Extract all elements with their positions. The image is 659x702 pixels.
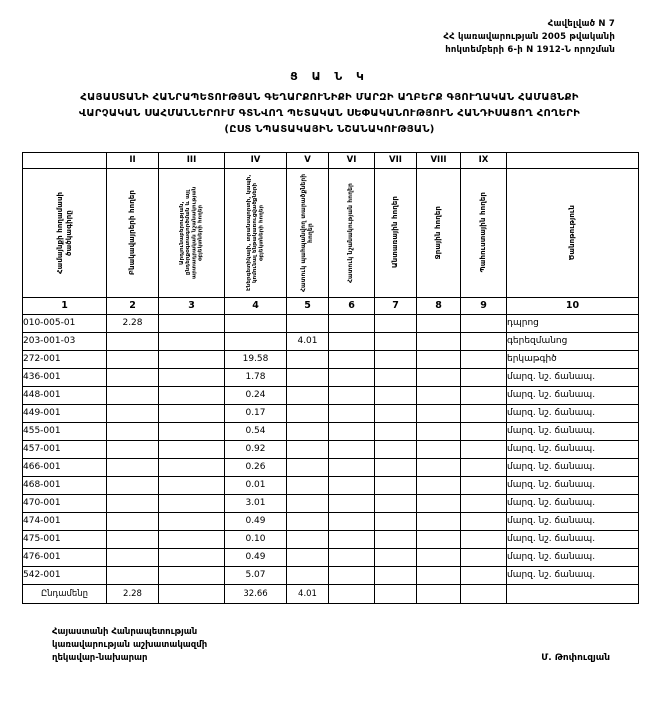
cell-code: 448-001 [23,386,107,404]
cell-energy: 0.49 [225,512,287,530]
header-label-code: Համայնքի հողամասի ծածկագիրը [55,191,73,274]
roman-cell-2: II [107,152,159,168]
cell-protected [287,530,329,548]
table-row [23,404,639,422]
cell-settlement [107,422,159,440]
cell-protected [287,566,329,584]
cell-energy [225,314,287,332]
total-energy: 32.66 [225,584,287,603]
signatory-name: Մ. Թոփուզյան [541,652,610,663]
cell-industry [159,548,225,566]
cell-note: երկաթգիծ [507,350,639,368]
colnum-9: 9 [461,297,507,314]
total-forest [375,584,417,603]
cell-special [329,422,375,440]
cell-protected [287,350,329,368]
cell-protected [287,404,329,422]
table-row [23,440,639,458]
cell-forest [375,404,417,422]
land-table [22,152,639,604]
cell-industry [159,422,225,440]
cell-protected: 4.01 [287,332,329,350]
cell-water [417,530,461,548]
cell-note: մարզ. նշ. ճանապ. [507,476,639,494]
cell-code: 455-001 [23,422,107,440]
roman-cell-5: V [287,152,329,168]
cell-forest [375,494,417,512]
table-row [23,548,639,566]
cell-code: 203-001-03 [23,332,107,350]
cell-forest [375,530,417,548]
cell-note: մարզ. նշ. ճանապ. [507,530,639,548]
cell-code: 475-001 [23,530,107,548]
header-label-forest: Անտառային հողեր [391,196,400,269]
cell-forest [375,368,417,386]
cell-special [329,386,375,404]
cell-water [417,386,461,404]
header-cell-reserve [461,168,507,297]
total-note [507,584,639,603]
roman-cell-4: IV [225,152,287,168]
cell-special [329,458,375,476]
cell-settlement [107,350,159,368]
cell-special [329,332,375,350]
total-reserve [461,584,507,603]
cell-protected [287,386,329,404]
cell-special [329,314,375,332]
cell-water [417,566,461,584]
cell-note: մարզ. նշ. ճանապ. [507,422,639,440]
table-row [23,422,639,440]
cell-industry [159,368,225,386]
cell-special [329,530,375,548]
cell-reserve [461,440,507,458]
cell-protected [287,494,329,512]
cell-water [417,476,461,494]
colnum-2: 2 [107,297,159,314]
cell-energy: 3.01 [225,494,287,512]
cell-forest [375,440,417,458]
reference-line-3: հոկտեմբերի 6-ի N 1912-Ն որոշման [445,45,615,56]
total-water [417,584,461,603]
cell-special [329,548,375,566]
cell-reserve [461,548,507,566]
cell-energy: 0.10 [225,530,287,548]
header-cell-water [417,168,461,297]
colnum-5: 5 [287,297,329,314]
roman-cell-8: VIII [417,152,461,168]
cell-forest [375,332,417,350]
cell-energy: 0.26 [225,458,287,476]
cell-reserve [461,476,507,494]
cell-energy: 0.24 [225,386,287,404]
total-label: Ընդամենը [23,584,107,603]
table-row [23,476,639,494]
cell-note: մարզ. նշ. ճանապ. [507,458,639,476]
cell-note: մարզ. նշ. ճանապ. [507,566,639,584]
cell-code: 449-001 [23,404,107,422]
cell-reserve [461,422,507,440]
cell-protected [287,512,329,530]
cell-code: 468-001 [23,476,107,494]
cell-code: 272-001 [23,350,107,368]
cell-industry [159,386,225,404]
cell-settlement [107,512,159,530]
cell-energy: 0.49 [225,548,287,566]
cell-special [329,494,375,512]
roman-cell-1 [23,152,107,168]
cell-code: 010-005-01 [23,314,107,332]
header-label-reserve: Պահուստային հողեր [479,192,488,273]
cell-energy: 0.92 [225,440,287,458]
cell-water [417,458,461,476]
cell-water [417,332,461,350]
cell-settlement [107,332,159,350]
cell-industry [159,476,225,494]
table-row [23,386,639,404]
signatory-line-2: կառավարության աշխատակազմի [52,639,208,650]
document-reference [22,18,615,58]
cell-special [329,476,375,494]
cell-energy: 19.58 [225,350,287,368]
cell-code: 466-001 [23,458,107,476]
cell-special [329,440,375,458]
cell-reserve [461,314,507,332]
cell-code: 470-001 [23,494,107,512]
cell-code: 457-001 [23,440,107,458]
title-line-1: ՀԱՅԱՍՏԱՆԻ ՀԱՆՐԱՊԵՏՈՒԹՅԱՆ ԳԵՂԱՐՔՈՒՆԻՔԻ ՄԱՐԶԻ ԱՂԲԵՐՔ ԳՅՈՒՂԱԿԱՆ ՀԱՄԱՅՆՔԻ [80,91,579,103]
cell-water [417,494,461,512]
cell-special [329,404,375,422]
cell-protected [287,548,329,566]
cell-energy [225,332,287,350]
cell-note: մարզ. նշ. ճանապ. [507,386,639,404]
cell-special [329,368,375,386]
cell-water [417,368,461,386]
cell-industry [159,440,225,458]
colnum-10: 10 [507,297,639,314]
header-cell-protected [287,168,329,297]
cell-reserve [461,530,507,548]
cell-industry [159,494,225,512]
cell-special [329,512,375,530]
cell-note: դպրոց [507,314,639,332]
roman-cell-6: VI [329,152,375,168]
reference-line-2: ՀՀ կառավարության 2005 թվականի [443,32,615,43]
header-label-water: Ջրային հողեր [434,205,443,260]
cell-code: 476-001 [23,548,107,566]
cell-industry [159,332,225,350]
document-kind-label: Ց Ա Ն Կ [290,69,369,83]
cell-reserve [461,332,507,350]
total-protected: 4.01 [287,584,329,603]
signatory-line-1: Հայաստանի Հանրապետության [52,626,198,637]
colnum-1: 1 [23,297,107,314]
table-row [23,530,639,548]
table-row [23,368,639,386]
reference-line-1: Հավելված N 7 [547,19,615,29]
header-cell-note [507,168,639,297]
roman-cell-9: IX [461,152,507,168]
header-cell-special [329,168,375,297]
header-label-special: Հատուկ նշանակության հողեր [347,182,355,283]
cell-note: գերեզմանոց [507,332,639,350]
cell-energy: 1.78 [225,368,287,386]
cell-energy: 0.17 [225,404,287,422]
column-header-row [23,168,639,297]
cell-settlement [107,530,159,548]
cell-forest [375,512,417,530]
cell-forest [375,566,417,584]
cell-water [417,512,461,530]
cell-forest [375,458,417,476]
table-row [23,314,639,332]
title-line-3: (ԸՍՏ ՆՊԱՏԱԿԱՅԻՆ ՆՇԱՆԱԿՈՒԹՅԱՆ) [224,123,435,135]
cell-forest [375,350,417,368]
signature-block [52,626,652,666]
cell-water [417,440,461,458]
header-cell-code [23,168,107,297]
header-label-energy: Էներգետիկայի, տրանսպորտի, կապի, կոմունալ ենթակառուցվածքների օբյեկտների հողեր [246,174,265,291]
cell-note: մարզ. նշ. ճանապ. [507,512,639,530]
cell-settlement [107,548,159,566]
cell-settlement [107,476,159,494]
colnum-8: 8 [417,297,461,314]
roman-numeral-row [23,152,639,168]
cell-forest [375,422,417,440]
colnum-7: 7 [375,297,417,314]
cell-note: մարզ. նշ. ճանապ. [507,440,639,458]
header-cell-forest [375,168,417,297]
signatory-line-3: ղեկավար-նախարար [52,652,148,663]
cell-water [417,422,461,440]
cell-settlement [107,368,159,386]
cell-energy: 0.54 [225,422,287,440]
cell-reserve [461,566,507,584]
cell-note: մարզ. նշ. ճանապ. [507,494,639,512]
cell-settlement [107,440,159,458]
cell-reserve [461,512,507,530]
cell-protected [287,314,329,332]
colnum-4: 4 [225,297,287,314]
title-line-2: ՎԱՐՉԱԿԱՆ ՍԱՀՄԱՆՆԵՐՈՒՄ ԳՏՆՎՈՂ ՊԵՏԱԿԱՆ ՍԵՓԱԿԱՆՈՒԹՅՈՒՆ ՀԱՆԴԻՍԱՑՈՂ ՀՈՂԵՐԻ [78,107,581,119]
cell-protected [287,368,329,386]
column-numbering-row [23,297,639,314]
colnum-3: 3 [159,297,225,314]
table-row [23,350,639,368]
colnum-6: 6 [329,297,375,314]
total-settlement: 2.28 [107,584,159,603]
cell-water [417,548,461,566]
cell-protected [287,458,329,476]
table-row [23,494,639,512]
roman-cell-7: VII [375,152,417,168]
cell-reserve [461,458,507,476]
table-row [23,512,639,530]
cell-energy: 5.07 [225,566,287,584]
table-row [23,458,639,476]
cell-code: 436-001 [23,368,107,386]
cell-reserve [461,350,507,368]
cell-industry [159,404,225,422]
cell-note: մարզ. նշ. ճանապ. [507,404,639,422]
cell-forest [375,314,417,332]
cell-settlement [107,386,159,404]
cell-code: 542-001 [23,566,107,584]
cell-settlement [107,566,159,584]
cell-industry [159,512,225,530]
table-total-row [23,584,639,603]
cell-industry [159,350,225,368]
cell-forest [375,386,417,404]
header-label-industry: Արդյունաբերության, ընդերքօգտագործման և այլ արտադրական նշանակության օբյեկտների հողեր [179,186,204,279]
header-cell-energy [225,168,287,297]
cell-settlement [107,458,159,476]
cell-note: մարզ. նշ. ճանապ. [507,368,639,386]
table-row [23,566,639,584]
cell-reserve [461,386,507,404]
cell-water [417,404,461,422]
cell-protected [287,476,329,494]
header-cell-industry [159,168,225,297]
roman-cell-3: III [159,152,225,168]
cell-industry [159,458,225,476]
cell-reserve [461,404,507,422]
header-label-protected: Հատուկ պահպանվող տարածքների հողեր [299,173,314,292]
cell-water [417,314,461,332]
cell-industry [159,530,225,548]
cell-special [329,350,375,368]
table-row [23,332,639,350]
cell-code: 474-001 [23,512,107,530]
cell-reserve [461,494,507,512]
cell-protected [287,422,329,440]
cell-protected [287,440,329,458]
cell-settlement [107,494,159,512]
cell-note: մարզ. նշ. ճանապ. [507,548,639,566]
header-cell-settlement [107,168,159,297]
cell-water [417,350,461,368]
total-special [329,584,375,603]
cell-forest [375,548,417,566]
cell-industry [159,566,225,584]
cell-settlement: 2.28 [107,314,159,332]
cell-forest [375,476,417,494]
roman-cell-10 [507,152,639,168]
cell-energy: 0.01 [225,476,287,494]
cell-reserve [461,368,507,386]
cell-settlement [107,404,159,422]
page-title [22,90,637,138]
header-label-settlement: Բնակավայրերի հողեր [128,189,137,276]
cell-industry [159,314,225,332]
total-industry [159,584,225,603]
header-label-note: Ծանոթություն [568,204,577,261]
cell-special [329,566,375,584]
